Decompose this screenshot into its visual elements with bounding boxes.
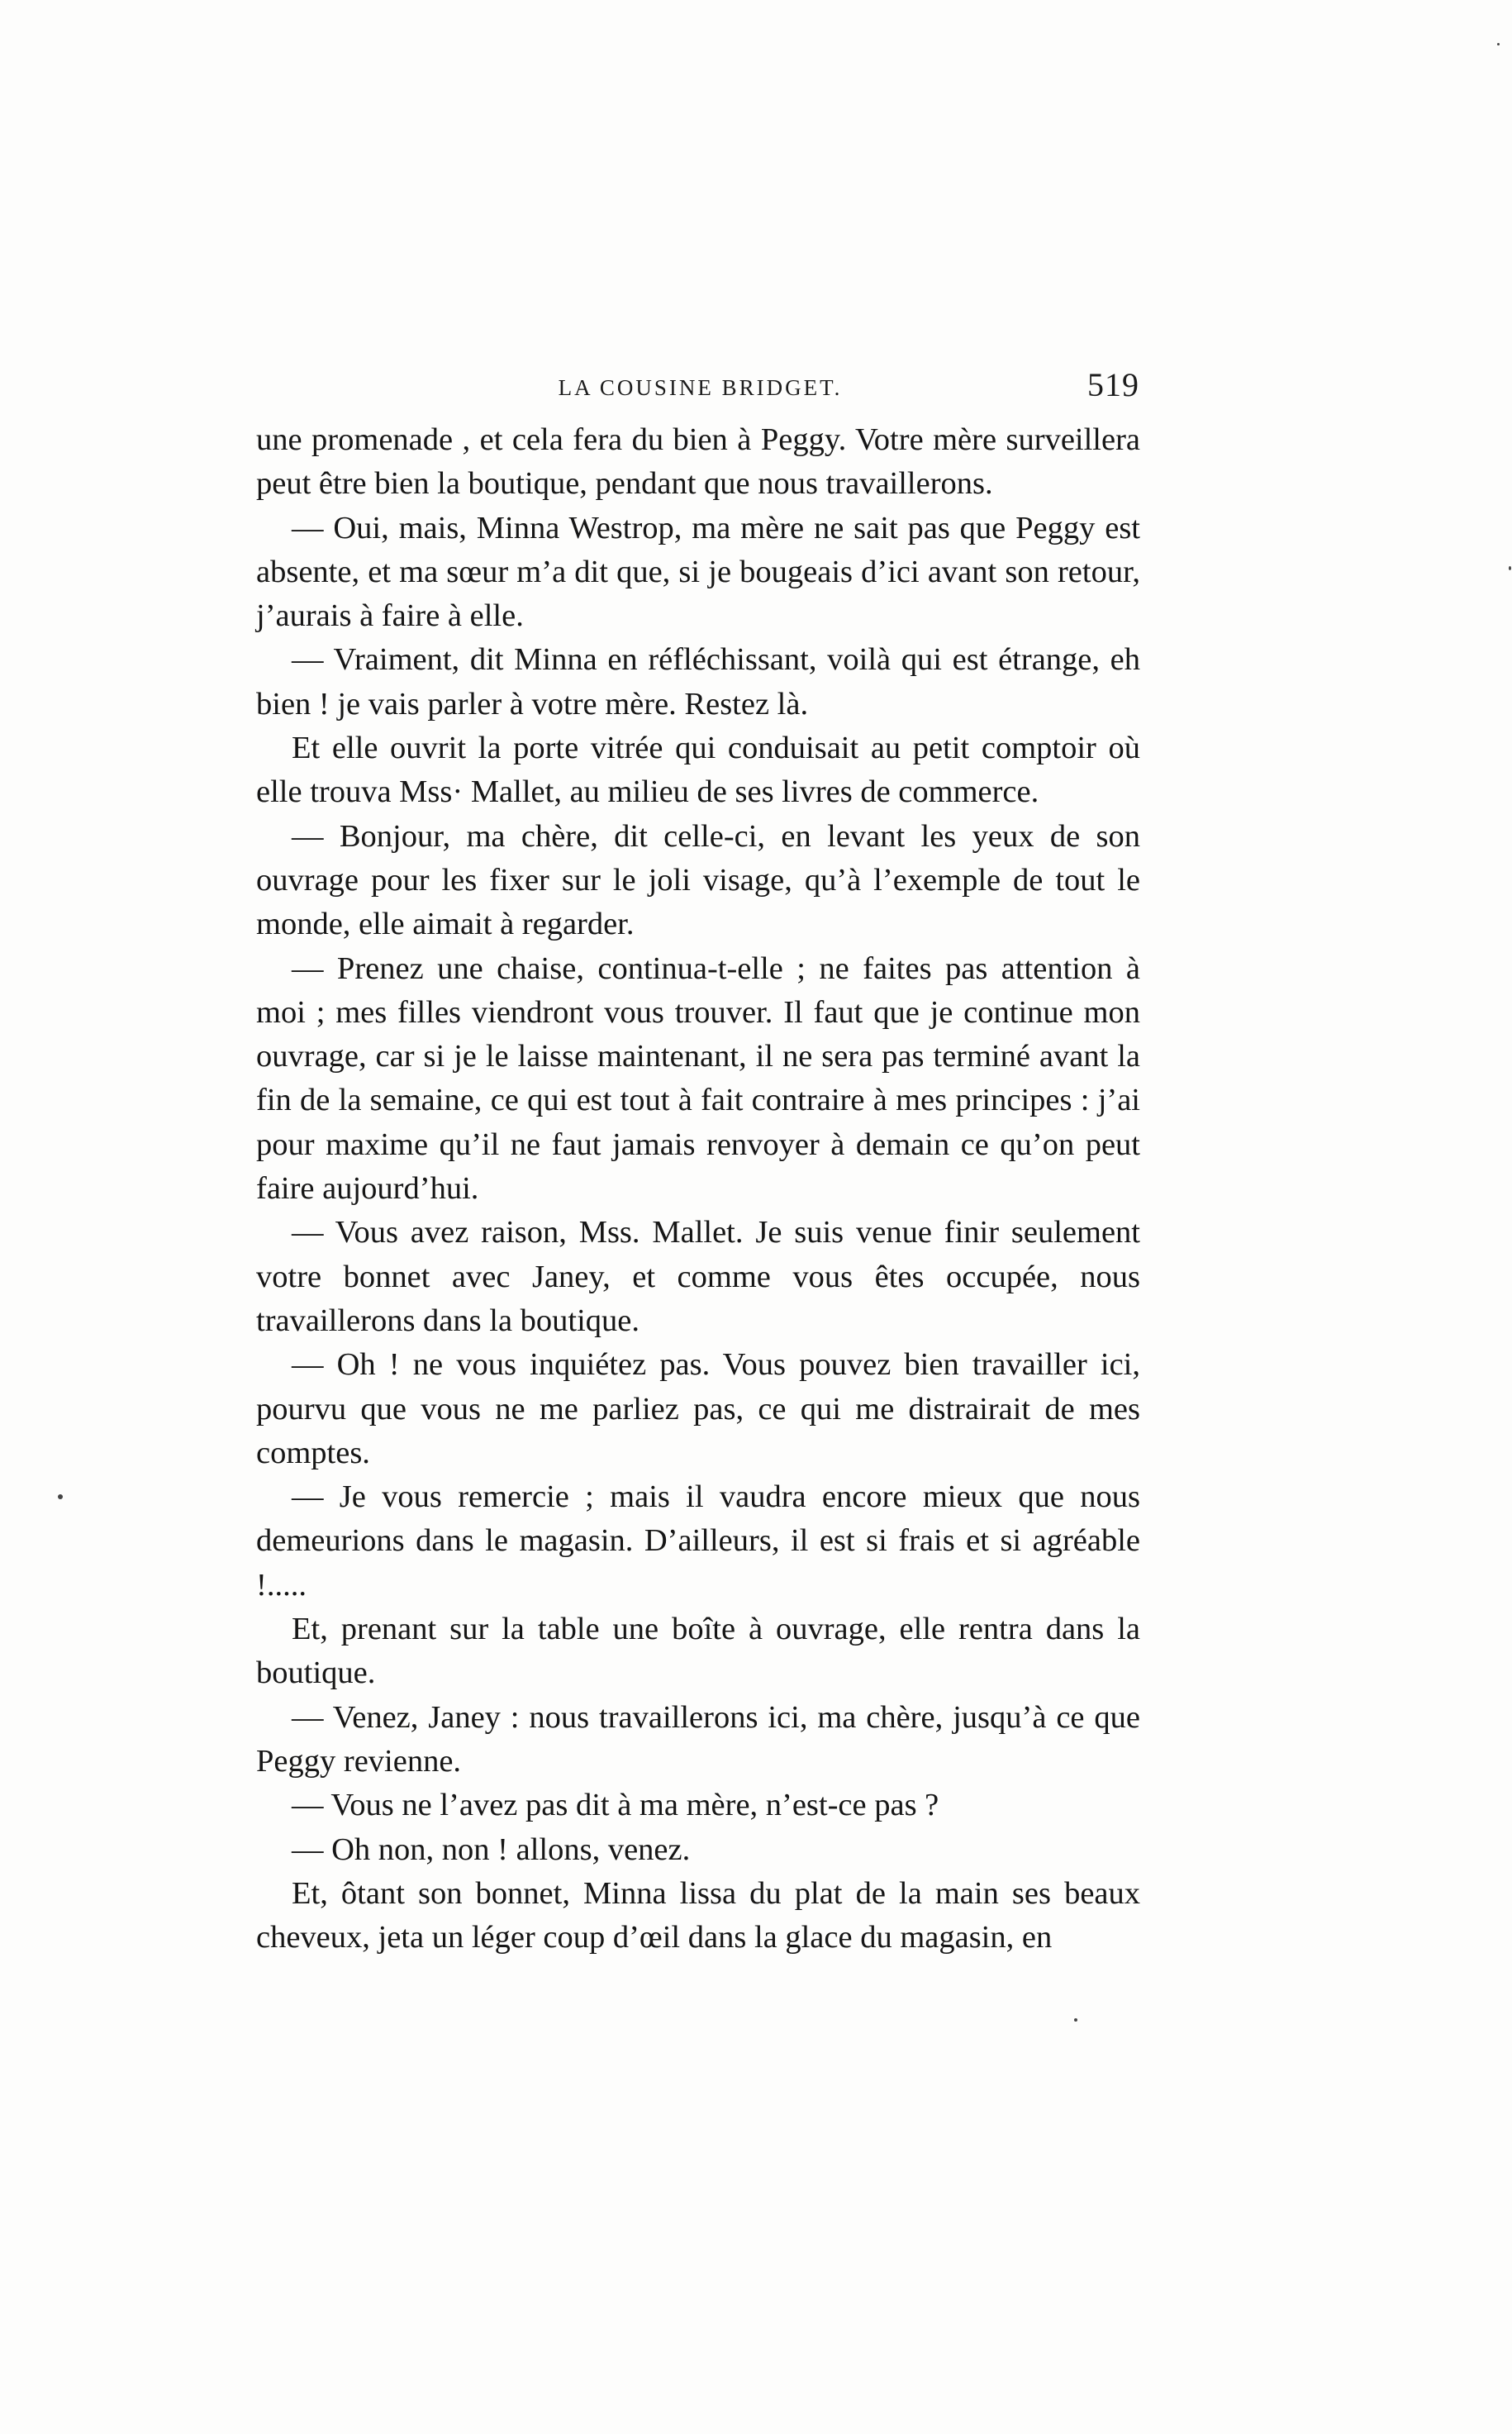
scan-speck [1509,566,1511,570]
body-text [256,418,1140,1960]
paragraph: — Venez, Janey : nous travaillerons ici, ma chère, jusqu’à ce que Peggy revienne. [256,1699,1140,1779]
scan-speck [1497,43,1500,45]
paragraph: Et, prenant sur la table une boîte à ouvrage, elle rentra dans la boutique. [256,1612,1140,1691]
page-number: 519 [1087,366,1139,403]
paragraph: — Bonjour, ma chère, dit celle-ci, en levant les yeux de son ouvrage pour les fixer sur le joli visage, qu’à l’exemple de tout le monde, elle aimait à regarder. [256,818,1140,942]
scan-speck [58,1494,63,1499]
running-head [256,362,1144,412]
running-title: LA COUSINE BRIDGET. [558,375,843,400]
paragraph: Et, ôtant son bonnet, Minna lissa du plat de la main ses beaux cheveux, jeta un léger coup d’œil dans la glace du magasin, en [256,1875,1140,1955]
paragraph: — Je vous remercie ; mais il vaudra encore mieux que nous demeurions dans le magasin. D’ailleurs, il est si frais et si agréable !..... [256,1479,1140,1603]
scan-speck [1074,2018,1077,2022]
paragraph: — Oh non, non ! allons, venez. [292,1831,691,1867]
paragraph: une promenade , et cela fera du bien à Peggy. Votre mère surveillera peut être bien la boutique, pendant que nous travaillerons. [256,422,1140,502]
paragraph: — Vraiment, dit Minna en réfléchissant, voilà qui est étrange, eh bien ! je vais parler à votre mère. Restez là. [256,642,1140,722]
paragraph: — Oh ! ne vous inquiétez pas. Vous pouvez bien travailler ici, pourvu que vous ne me parliez pas, ce qui me distrairait de mes comptes. [256,1347,1140,1470]
paragraph: — Oui, mais, Minna Westrop, ma mère ne sait pas que Peggy est absente, et ma sœur m’a dit que, si je bougeais d’ici avant son retour, j’aurais à faire à elle. [256,510,1140,634]
paragraph: — Vous avez raison, Mss. Mallet. Je suis venue finir seulement votre bonnet avec Janey, et comme vous êtes occupée, nous travaillerons dans la boutique. [256,1215,1140,1338]
paragraph: — Prenez une chaise, continua-t-elle ; ne faites pas attention à moi ; mes filles viendront vous trouver. Il faut que je continue mon ouvrage, car si je le laisse maintenant, il ne sera pas terminé avant la fin de la semaine, ce qui est tout à fait contraire à mes principes : j’ai pour maxime qu’il ne faut jamais renvoyer à demain ce qu’on peut faire aujourd’hui. [256,950,1140,1207]
paragraph: — Vous ne l’avez pas dit à ma mère, n’est-ce pas ? [292,1788,939,1823]
paragraph: Et elle ouvrit la porte vitrée qui conduisait au petit comptoir où elle trouva Mss· Mallet, au milieu de ses livres de commerce. [256,731,1140,810]
